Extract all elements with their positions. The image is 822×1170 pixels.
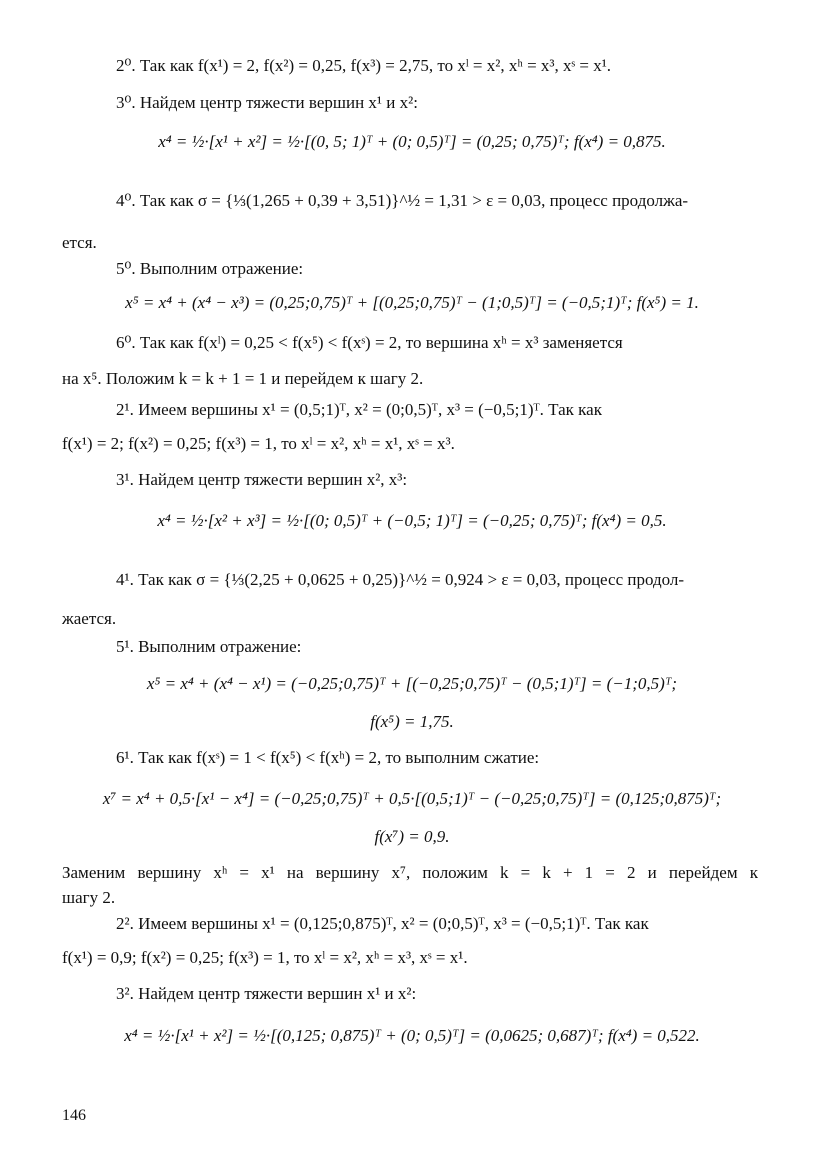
step-6-0-continuation: на x⁵. Положим k = k + 1 = 1 и перейдем к шагу 2.: [62, 369, 424, 388]
step-6-1-text: 6¹. Так как f(xˢ) = 1 < f(x⁵) < f(xʰ) = 2, то выполним сжатие:: [116, 748, 540, 767]
step-3-1-heading: 3¹. Найдем центр тяжести вершин x², x³:: [116, 470, 408, 489]
centroid-formula-2: x⁴ = ½·[x¹ + x²] = ½·[(0,125; 0,875)ᵀ + (0; 0,5)ᵀ] = (0,0625; 0,687)ᵀ; f(x⁴) = 0,522.: [124, 1026, 700, 1045]
step-3-0-heading: 3⁰. Найдем центр тяжести вершин x¹ и x²:: [116, 93, 418, 112]
reflection-formula-0: x⁵ = x⁴ + (x⁴ − x³) = (0,25;0,75)ᵀ + [(0,25;0,75)ᵀ − (1;0,5)ᵀ] = (−0,5;1)ᵀ; f(x⁵) = 1.: [125, 293, 699, 312]
step-3-2-heading: 3². Найдем центр тяжести вершин x¹ и x²:: [116, 984, 417, 1003]
centroid-formula-0: x⁴ = ½·[x¹ + x²] = ½·[(0, 5; 1)ᵀ + (0; 0,5)ᵀ] = (0,25; 0,75)ᵀ; f(x⁴) = 0,875.: [158, 132, 666, 151]
step-5-1-heading: 5¹. Выполним отражение:: [116, 637, 302, 656]
step-6-0-text: 6⁰. Так как f(xˡ) = 0,25 < f(x⁵) < f(xˢ) = 2, то вершина xʰ = x³ заменяется: [116, 333, 623, 352]
step-5-0-heading: 5⁰. Выполним отражение:: [116, 259, 304, 278]
reflection-value-1: f(x⁵) = 1,75.: [370, 712, 454, 731]
step-4-1-continuation: жается.: [62, 609, 117, 628]
contraction-value-1: f(x⁷) = 0,9.: [374, 827, 450, 846]
step-2-2-continuation: f(x¹) = 0,9; f(x²) = 0,25; f(x³) = 1, то xˡ = x², xʰ = x³, xˢ = x¹.: [62, 948, 468, 967]
contraction-formula-1: x⁷ = x⁴ + 0,5·[x¹ − x⁴] = (−0,25;0,75)ᵀ + 0,5·[(0,5;1)ᵀ − (−0,25;0,75)ᵀ] = (0,125;0,875)ᵀ;: [102, 789, 722, 808]
step-4-1-text: 4¹. Так как σ = {⅓(2,25 + 0,0625 + 0,25)}^½ = 0,924 > ε = 0,03, процесс продол-: [116, 570, 685, 589]
replace-vertex-continuation: шагу 2.: [62, 888, 116, 907]
step-2-0-text: 2⁰. Так как f(x¹) = 2, f(x²) = 0,25, f(x³) = 2,75, то xˡ = x², xʰ = x³, xˢ = x¹.: [116, 56, 612, 75]
step-4-0-text: 4⁰. Так как σ = {⅓(1,265 + 0,39 + 3,51)}^½ = 1,31 > ε = 0,03, процесс продолжа-: [116, 191, 689, 210]
reflection-formula-1: x⁵ = x⁴ + (x⁴ − x¹) = (−0,25;0,75)ᵀ + [(−0,25;0,75)ᵀ − (0,5;1)ᵀ] = (−1;0,5)ᵀ;: [146, 674, 678, 693]
step-2-1-continuation: f(x¹) = 2; f(x²) = 0,25; f(x³) = 1, то xˡ = x², xʰ = x¹, xˢ = x³.: [62, 434, 455, 453]
centroid-formula-1: x⁴ = ½·[x² + x³] = ½·[(0; 0,5)ᵀ + (−0,5; 1)ᵀ] = (−0,25; 0,75)ᵀ; f(x⁴) = 0,5.: [157, 511, 667, 530]
replace-vertex-text: Заменим вершину xʰ = x¹ на вершину x⁷, положим k = k + 1 = 2 и перейдем к: [62, 863, 758, 882]
step-2-1-text: 2¹. Имеем вершины x¹ = (0,5;1)ᵀ, x² = (0;0,5)ᵀ, x³ = (−0,5;1)ᵀ. Так как: [116, 400, 602, 419]
step-4-0-continuation: ется.: [62, 233, 97, 252]
step-2-2-text: 2². Имеем вершины x¹ = (0,125;0,875)ᵀ, x² = (0;0,5)ᵀ, x³ = (−0,5;1)ᵀ. Так как: [116, 914, 649, 933]
page-number: 146: [62, 1107, 86, 1124]
